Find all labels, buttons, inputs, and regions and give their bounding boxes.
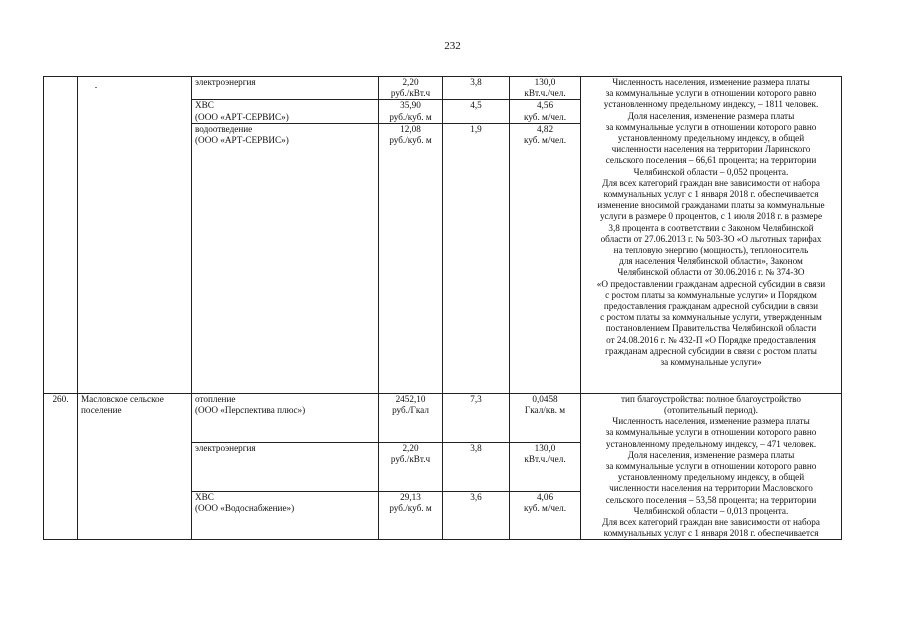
note-line: изменение вносимой гражданами платы за коммунальные	[597, 200, 825, 211]
municipality-cell: Масловское сельское поселение	[78, 393, 192, 540]
note-line: установленному предельному индексу, – 471 человек.	[605, 438, 817, 449]
index-cell: 7,3	[443, 393, 510, 442]
norm-cell: 130,0 кВт.ч./чел.	[510, 442, 581, 491]
note-line: Челябинской области – 0,052 процента.	[633, 166, 789, 177]
note-line: области от 27.06.2013 г. № 503-ЗО «О льготных тарифах	[600, 233, 822, 244]
note-line: установленному предельному индексу, в общей	[617, 472, 805, 483]
norm-cell: 4,82 куб. м/чел.	[510, 123, 581, 393]
page-number: 232	[444, 40, 461, 52]
index-cell: 1,9	[443, 123, 510, 393]
tariff-cell: 2452,10 руб./Гкал	[379, 393, 443, 442]
note-line: предоставления гражданам адресной субсидии в связи	[603, 301, 819, 312]
tariff-cell: 2,20 руб./кВт.ч	[379, 77, 443, 100]
tariff-cell: 35,90 руб./куб. м	[379, 100, 443, 123]
tariff-cell: 2,20 руб./кВт.ч	[379, 442, 443, 491]
tariff-table	[43, 76, 842, 540]
service-cell: водоотведение (ООО «АРТ-СЕРВИС»)	[192, 123, 379, 393]
row-number	[44, 77, 78, 394]
service-cell: электроэнергия	[192, 442, 379, 491]
notes-cell	[581, 77, 842, 394]
note-line: Для всех категорий граждан вне зависимости от набора	[602, 517, 820, 528]
row-number: 260.	[44, 393, 78, 540]
note-line: за коммунальные услуги в отношении которого равно	[605, 88, 817, 99]
note-line: постановлением Правительства Челябинской области	[605, 323, 817, 334]
norm-cell: 0,0458 Гкал/кв. м	[510, 393, 581, 442]
note-line: коммунальных услуг с 1 января 2018 г. обеспечивается	[603, 528, 819, 539]
tariff-cell: 12,08 руб./куб. м	[379, 123, 443, 393]
note-line: на тепловую энергию (мощность), теплоноситель	[613, 245, 809, 256]
note-line: Доля населения, изменение размера платы	[627, 110, 795, 121]
municipality-cell	[78, 77, 192, 394]
note-line: за коммунальные услуги»	[660, 357, 762, 368]
note-line: с ростом платы за коммунальные услуги, утвержденным	[600, 312, 822, 323]
note-line: для населения Челябинской области», Законом	[619, 256, 803, 267]
tariff-cell: 29,13 руб./куб. м	[379, 491, 443, 540]
note-line: (отопительный период).	[664, 405, 758, 416]
index-cell: 3,8	[443, 77, 510, 100]
note-line: Численность населения, изменение размера платы	[612, 416, 810, 427]
index-cell: 4,5	[443, 100, 510, 123]
table-row	[44, 77, 842, 100]
note-line: «О предоставлении гражданам адресной субсидии в связи	[596, 278, 826, 289]
note-line: от 24.08.2016 г. № 432-П «О Порядке предоставления	[606, 334, 816, 345]
note-line: установленному предельному индексу, – 1811 человек.	[603, 99, 819, 110]
note-line: 3,8 процента в соответствии с Законом Челябинской	[608, 222, 814, 233]
note-line: Челябинской области от 30.06.2016 г. № 374-ЗО	[617, 267, 805, 278]
note-line: услуги в размере 0 процентов, с 1 июля 2018 г. в размере	[599, 211, 823, 222]
note-line: гражданам адресной субсидии в связи с ростом платы	[605, 345, 817, 356]
note-line: Для всех категорий граждан вне зависимости от набора	[602, 177, 820, 188]
table-row	[44, 393, 842, 442]
service-cell: ХВС (ООО «АРТ-СЕРВИС»)	[192, 100, 379, 123]
note-line: Численность населения, изменение размера платы	[612, 77, 810, 87]
service-cell: электроэнергия	[192, 77, 379, 100]
norm-cell: 4,56 куб. м/чел.	[510, 100, 581, 123]
note-line: численности населения на территории Ларинского	[611, 144, 811, 155]
note-line: за коммунальные услуги в отношении которого равно	[605, 461, 817, 472]
note-line: за коммунальные услуги в отношении которого равно	[605, 427, 817, 438]
note-line: сельского поселения – 53,58 процента; на территории	[605, 494, 817, 505]
note-line: Доля населения, изменение размера платы	[627, 449, 795, 460]
note-line: сельского поселения – 66,61 процента; на территории	[605, 155, 817, 166]
note-line: тип благоустройства: полное благоустройство	[621, 393, 801, 404]
index-cell: 3,6	[443, 491, 510, 540]
norm-cell: 4,06 куб. м/чел.	[510, 491, 581, 540]
index-cell: 3,8	[443, 442, 510, 491]
service-cell: отопление (ООО «Перспектива плюс»)	[192, 393, 379, 442]
notes-cell	[581, 393, 842, 540]
note-line: коммунальных услуг с 1 января 2018 г. обеспечивается	[603, 189, 819, 200]
service-cell: ХВС (ООО «Водоснабжение»)	[192, 491, 379, 540]
note-line: Челябинской области – 0,013 процента.	[633, 505, 789, 516]
note-line: установленному предельному индексу, в общей	[617, 133, 805, 144]
norm-cell: 130,0 кВт.ч./чел.	[510, 77, 581, 100]
note-line: за коммунальные услуги в отношении которого равно	[605, 121, 817, 132]
note-line: численности населения на территории Масловского	[609, 483, 813, 494]
note-line: с ростом платы за коммунальные услуги» и Порядком	[605, 289, 817, 300]
